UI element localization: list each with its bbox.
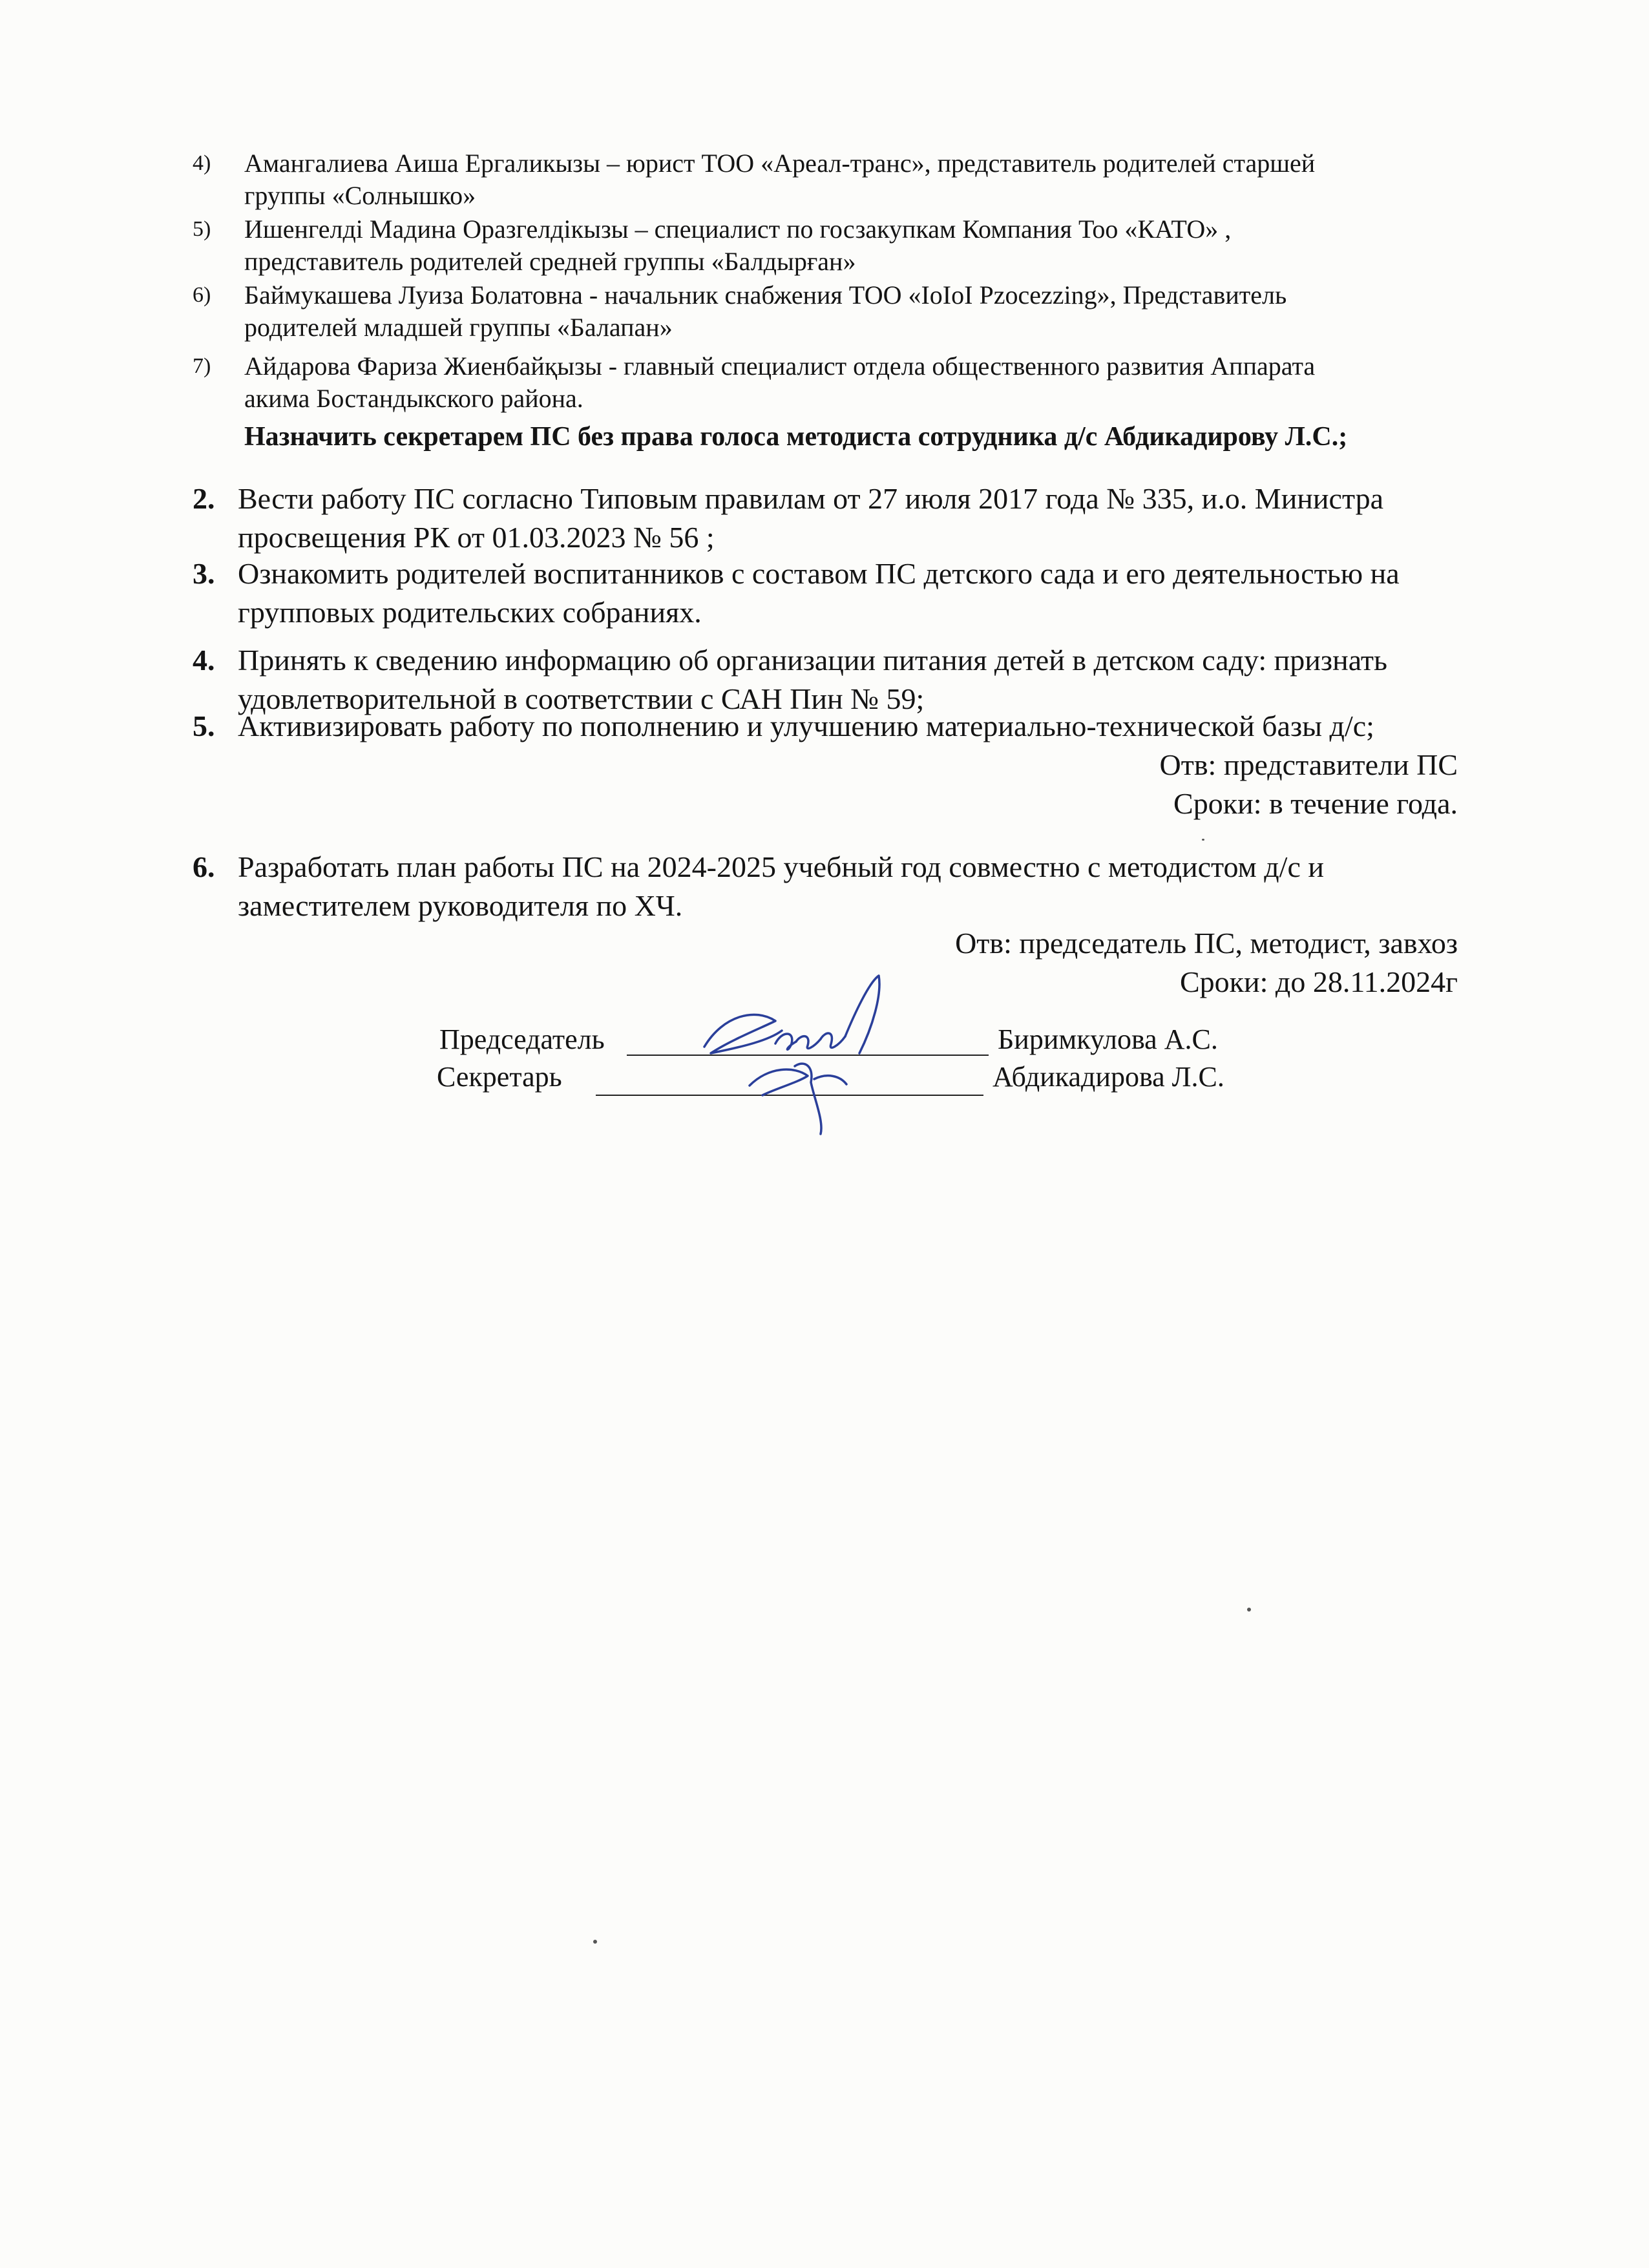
decision-text-line: Активизировать работу по пополнению и улучшению материально-технической базы д/с; xyxy=(238,709,1374,742)
secretary-appointment: Назначить секретарем ПС без права голоса методиста сотрудника д/с Абдикадирову Л.С.; xyxy=(244,422,1348,452)
member-text-line: Ишенгелді Мадина Оразгелдікызы – специалист по госзакупкам Компания Тоо «КАТО» , xyxy=(244,215,1232,244)
deadline-line: Сроки: в течение года. xyxy=(1173,787,1458,820)
scan-speck xyxy=(1247,1608,1251,1612)
member-number: 7) xyxy=(193,354,211,378)
decision-text-line: Принять к сведению информацию об организации питания детей в детском саду: признать xyxy=(238,644,1387,677)
member-number: 4) xyxy=(193,151,211,175)
member-number: 6) xyxy=(193,283,211,307)
decision-text-line: Вести работу ПС согласно Типовым правилам от 27 июля 2017 года № 335, и.о. Министра xyxy=(238,482,1384,515)
member-text-line: Баймукашева Луиза Болатовна - начальник снабжения ТОО «IoIoI Pzocezzing», Представитель xyxy=(244,280,1287,310)
decision-number: 6. xyxy=(193,850,215,883)
handwritten-signature xyxy=(685,969,918,1137)
signature-name: Биримкулова А.С. xyxy=(998,1024,1218,1055)
decision-text-line: удовлетворительной в соответствии с САН Пин № 59; xyxy=(238,682,925,715)
decision-text-line: групповых родительских собраниях. xyxy=(238,596,702,629)
deadline-line: Сроки: до 28.11.2024г xyxy=(1180,965,1458,998)
member-text-line: Амангалиева Аиша Ергаликызы – юрист ТОО «Ареал-транс», представитель родителей старшей xyxy=(244,149,1316,178)
member-text-line: акима Бостандыкского района. xyxy=(244,384,583,413)
scan-speck xyxy=(1202,839,1204,841)
member-text-line: Айдарова Фариза Жиенбайқызы - главный специалист отдела общественного развития Аппарата xyxy=(244,352,1316,381)
decision-number: 5. xyxy=(193,709,215,742)
signature-role: Председатель xyxy=(439,1024,605,1055)
decision-text-line: просвещения РК от 01.03.2023 № 56 ; xyxy=(238,521,715,554)
signature-name: Абдикадирова Л.С. xyxy=(993,1061,1224,1093)
decision-number: 3. xyxy=(193,557,215,590)
member-text-line: представитель родителей средней группы «Балдырған» xyxy=(244,247,856,276)
member-number: 5) xyxy=(193,217,211,241)
decision-text-line: Разработать план работы ПС на 2024-2025 учебный год совместно с методистом д/с и xyxy=(238,850,1324,883)
scan-speck xyxy=(593,1940,597,1944)
responsible-line: Отв: представители ПС xyxy=(1159,748,1458,781)
member-text-line: родителей младшей группы «Балапан» xyxy=(244,313,673,342)
member-text-line: группы «Солнышко» xyxy=(244,181,476,210)
decision-number: 2. xyxy=(193,482,215,515)
decision-text-line: заместителем руководителя по ХЧ. xyxy=(238,889,683,922)
decision-number: 4. xyxy=(193,644,215,677)
decision-text-line: Ознакомить родителей воспитанников с составом ПС детского сада и его деятельностью на xyxy=(238,557,1400,590)
responsible-line: Отв: председатель ПС, методист, завхоз xyxy=(955,927,1458,960)
signature-role: Секретарь xyxy=(437,1061,562,1093)
